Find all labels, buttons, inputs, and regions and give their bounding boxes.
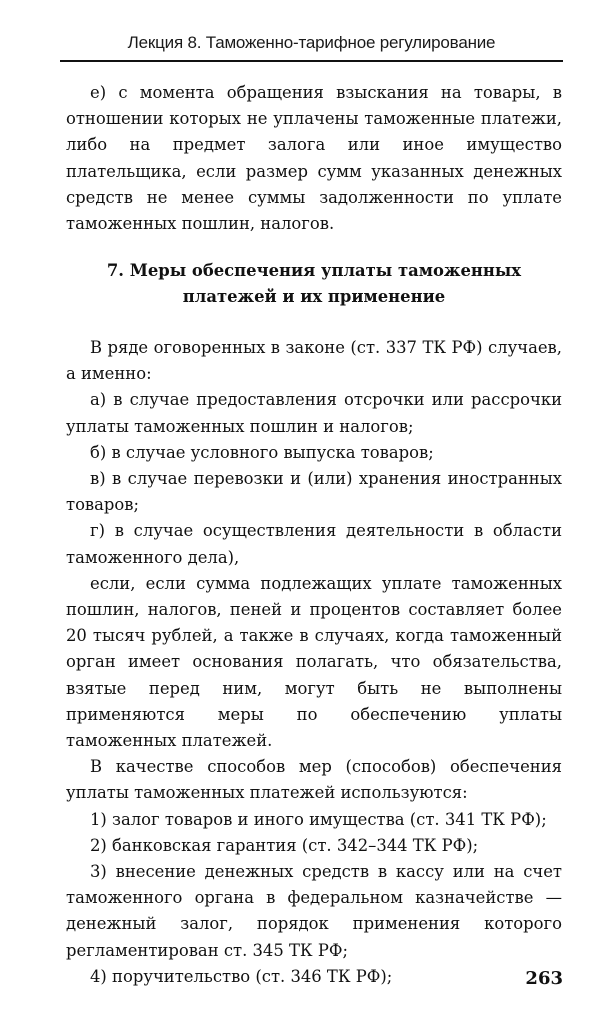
condition-paragraph: если, если сумма подлежащих уплате таможенных пошлин, налогов, пеней и процентов составляет более 20 тысяч рублей, а также в случаях, когда таможенный орган имеет основания полагать, что обязательства, взятые перед ним, могут быть не выполнены применяются меры по обеспечению уплаты таможенных платежей.	[66, 573, 562, 751]
section-title-line-1: 7. Меры обеспечения уплаты таможенных	[106, 261, 522, 280]
method-item-4: 4) поручительство (ст. 346 ТК РФ);	[90, 966, 393, 986]
page-number: 263	[525, 968, 563, 989]
section-body	[66, 335, 562, 990]
intro-paragraph: В ряде оговоренных в законе (ст. 337 ТК РФ) случаев, а именно:	[66, 338, 562, 384]
section-title-line-2: платежей и их применение	[182, 287, 446, 307]
list-item-b: б) в случае условного выпуска товаров;	[90, 442, 434, 462]
paragraph-e: е) с момента обращения взыскания на товары, в отношении которых не уплачены таможенные платежи, либо на предмет залога или иное имущество плательщика, если размер сумм указанных денежных средств не менее суммы задолженности по уплате таможенных пошлин, налогов.	[66, 83, 562, 234]
header-rule	[60, 60, 563, 62]
section-title	[66, 258, 562, 310]
method-item-3: 3) внесение денежных средств в кассу или на счет таможенного органа в федеральном казначействе — денежный залог, порядок применения которого регламентирован ст. 345 ТК РФ;	[66, 862, 562, 960]
list-item-a: а) в случае предоставления отсрочки или рассрочки уплаты таможенных пошлин и налогов;	[66, 390, 562, 436]
paragraph-e-block	[66, 80, 562, 237]
running-head: Лекция 8. Таможенно-тарифное регулирование	[127, 33, 496, 52]
method-item-1: 1) залог товаров и иного имущества (ст. 341 ТК РФ);	[90, 809, 547, 829]
methods-intro-paragraph: В качестве способов мер (способов) обеспечения уплаты таможенных платежей используются:	[66, 757, 562, 803]
method-item-2: 2) банковская гарантия (ст. 342–344 ТК РФ);	[90, 835, 479, 855]
list-item-g: г) в случае осуществления деятельности в области таможенного дела),	[66, 521, 562, 567]
list-item-v: в) в случае перевозки и (или) хранения иностранных товаров;	[66, 469, 562, 515]
